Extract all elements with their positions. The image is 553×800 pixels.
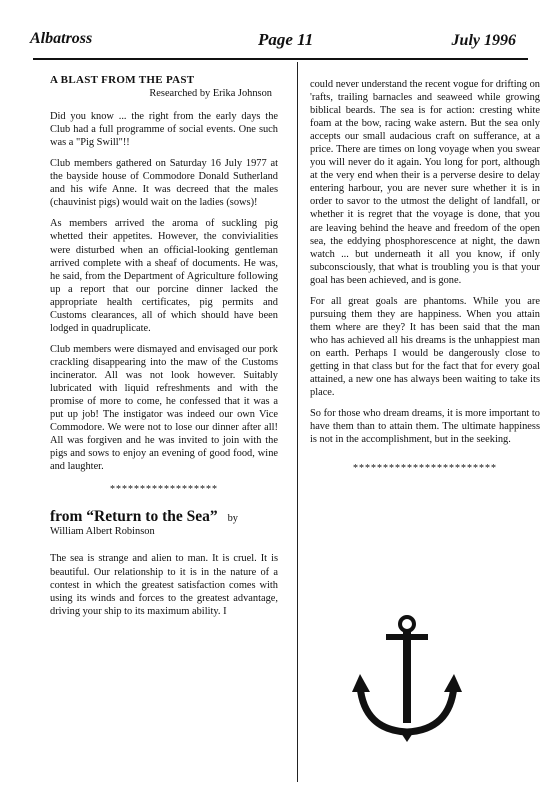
newsletter-name: Albatross: [30, 30, 93, 47]
excerpt-paragraph: For all great goals are phantoms. While you are pursuing them they are happiness. When you attain them where are they? It has been said that the man who has achieved all his dreams is the unhappiest man on earth. Perhaps I would be dangerously close to getting in that class but for the fact that for every goal attained, a new one has always been waiting to take its place.: [310, 295, 540, 399]
excerpt-paragraph: So for those who dream dreams, it is more important to have them than to attain them. The ultimate happiness is not in the accomplishment, but in the seeking.: [310, 408, 540, 446]
anchor-icon: [352, 612, 462, 744]
page-header: [30, 26, 520, 54]
header-rule: [33, 58, 528, 60]
right-column: [310, 78, 540, 489]
left-column: [50, 74, 278, 626]
excerpt-paragraph: could never understand the recent vogue for drifting on 'rafts, trailing barnacles and seaweed while growing biblical beards. The sea is for action: cresting white foam at the bow, racing wake astern. But the sea only accepts our small audacious craft on sufferance, at a price. There are times on long voyage when you swear you will never do it again. You long for port, although at the very end when their is a perverse desire to delay entering harbour, you are never sure whether it is in order to savor to the utmost the delight of landfall, or whether it is regret that the voyage is done, that you are leaving behind the heave and freedom of the open sea, the eddying phosphorescence at night, the dawn watch ... but underneath it all you know, if only subconsciously, that what is troubling you is that your goal has been achieved, and is gone.: [310, 79, 540, 286]
excerpt-by: by: [227, 513, 238, 525]
article-paragraph: Did you know ... the right from the early days the Club had a full programme of social events. One such was a "Pig Swill"!!: [50, 111, 278, 149]
section-separator: ************************: [353, 463, 497, 475]
article-paragraph: As members arrived the aroma of suckling pig whetted their appetites. However, the convivialities were disturbed when an official-looking gentleman arrived complete with a sheaf of documents. He was, he said, from the Department of Agriculture following up a report that our porcine dinner lacked the appropriate health certificates, pig permits and Customs clearances, all of which should have been lodged in quadruplicate.: [50, 218, 278, 334]
article-paragraph: Club members were dismayed and envisaged our pork crackling disappearing into the maw of the Customs incinerator. All was not look however. Suitably lubricated with liquid refreshments and with the promise of more to come, he confessed that it was a put up job! The instigator was indeed our own Vice Commodore. We were not to lose our dinner after all! All was forgiven and he was invited to join with the pigs and sows to enjoy an evening of good food, wine and laughter.: [50, 343, 278, 473]
excerpt-paragraph: The sea is strange and alien to man. It is cruel. It is beautiful. Our relationship to it is in the nature of a contest in which the greatest satisfaction comes with using its winds and forces to the greatest advantage, driving your ship to its maximum ability. I: [50, 553, 278, 617]
column-divider: [297, 62, 298, 782]
section-separator: ******************: [110, 484, 218, 496]
excerpt-author: William Albert Robinson: [50, 526, 155, 538]
article-byline: Researched by Erika Johnson: [149, 88, 272, 100]
excerpt-title: [50, 510, 278, 525]
page-number: Page 11: [258, 30, 314, 49]
issue-date: July 1996: [451, 32, 516, 49]
article-paragraph: Club members gathered on Saturday 16 July 1977 at the bayside house of Commodore Donald Sutherland and his wife Anne. It was decreed that the males (chauvinist pigs) would wait on the ladies (sows)!: [50, 158, 278, 209]
article-title: A BLAST FROM THE PAST: [50, 74, 195, 86]
excerpt-title-text: from “Return to the Sea”: [50, 508, 218, 526]
